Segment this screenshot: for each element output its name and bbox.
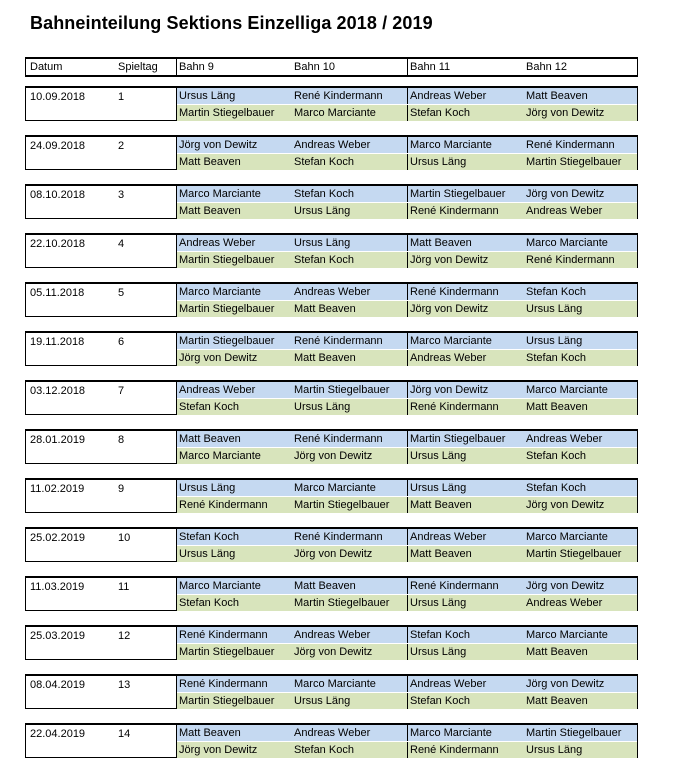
player-name: Jörg von Dewitz — [410, 254, 489, 266]
player-name: René Kindermann — [179, 499, 268, 511]
column-divider — [407, 154, 408, 170]
player-name: Andreas Weber — [526, 597, 603, 609]
player-name: Ursus Läng — [526, 744, 583, 756]
column-divider — [407, 448, 408, 464]
lane-row-bottom — [177, 398, 637, 415]
round-group — [25, 282, 638, 317]
player-name: Jörg von Dewitz — [179, 744, 258, 756]
lane-row-top — [177, 88, 637, 104]
round-info — [26, 186, 176, 218]
player-name: Andreas Weber — [410, 531, 487, 543]
player-name: René Kindermann — [294, 90, 383, 102]
player-name: Matt Beaven — [410, 237, 472, 249]
round-matchday: 12 — [118, 630, 131, 642]
player-name: Martin Stiegelbauer — [294, 499, 390, 511]
lane-row-top — [177, 627, 637, 643]
round-info — [26, 627, 176, 659]
round-matchday: 11 — [118, 581, 130, 593]
round-date: 05.11.2018 — [30, 287, 85, 299]
round-date: 22.04.2019 — [30, 728, 86, 740]
player-name: Jörg von Dewitz — [410, 303, 489, 315]
column-divider — [407, 497, 408, 513]
player-name: Matt Beaven — [526, 90, 588, 102]
player-name: Jörg von Dewitz — [294, 450, 373, 462]
table-header — [25, 57, 638, 77]
column-divider — [407, 644, 408, 660]
player-name: Stefan Koch — [410, 629, 470, 641]
column-divider — [407, 350, 408, 366]
player-name: Ursus Läng — [179, 548, 236, 560]
column-divider — [407, 725, 408, 741]
round-info — [26, 137, 176, 169]
player-name: Ursus Läng — [294, 401, 351, 413]
player-name: Andreas Weber — [294, 139, 371, 151]
player-name: Marco Marciante — [179, 188, 261, 200]
player-name: Matt Beaven — [179, 156, 241, 168]
player-name: Marco Marciante — [179, 286, 261, 298]
round-group — [25, 429, 638, 464]
player-name: Marco Marciante — [294, 482, 376, 494]
lane-row-top — [177, 382, 637, 398]
player-name: Andreas Weber — [410, 90, 487, 102]
player-name: Stefan Koch — [179, 531, 239, 543]
player-name: Stefan Koch — [526, 352, 586, 364]
round-matchday: 7 — [118, 385, 125, 397]
lane-row-bottom — [177, 545, 637, 562]
player-name: Martin Stiegelbauer — [179, 695, 275, 707]
player-name: Ursus Läng — [294, 237, 351, 249]
player-name: Martin Stiegelbauer — [526, 727, 622, 739]
lane-row-bottom — [177, 643, 637, 660]
lane-row-bottom — [177, 202, 637, 219]
lane-row-bottom — [177, 349, 637, 366]
player-name: Andreas Weber — [294, 727, 371, 739]
player-name: René Kindermann — [526, 254, 615, 266]
column-divider — [407, 284, 408, 300]
player-name: Andreas Weber — [294, 286, 371, 298]
round-matchday: 3 — [118, 189, 125, 201]
round-matchday: 10 — [118, 532, 131, 544]
player-name: Stefan Koch — [294, 744, 354, 756]
lane-row-bottom — [177, 741, 637, 758]
lane-row-bottom — [177, 300, 637, 317]
player-name: René Kindermann — [294, 531, 383, 543]
player-name: Matt Beaven — [179, 205, 241, 217]
player-name: Marco Marciante — [410, 335, 492, 347]
column-divider — [407, 399, 408, 415]
round-info — [26, 676, 176, 708]
player-name: René Kindermann — [410, 205, 499, 217]
player-name: Martin Stiegelbauer — [410, 188, 506, 200]
header-lane-11: Bahn 11 — [410, 61, 451, 73]
lane-row-top — [177, 725, 637, 741]
player-name: Andreas Weber — [294, 629, 371, 641]
round-group — [25, 86, 638, 121]
column-divider — [407, 595, 408, 611]
round-matchday: 4 — [118, 238, 125, 250]
round-matchday: 5 — [118, 287, 125, 299]
player-name: Ursus Läng — [410, 450, 467, 462]
column-divider — [407, 59, 408, 75]
player-name: Stefan Koch — [526, 450, 586, 462]
player-name: Marco Marciante — [294, 107, 376, 119]
player-name: Andreas Weber — [410, 352, 487, 364]
round-group — [25, 380, 638, 415]
header-lane-10: Bahn 10 — [294, 61, 335, 73]
lane-row-bottom — [177, 692, 637, 709]
round-date: 10.09.2018 — [30, 91, 86, 103]
column-divider — [407, 301, 408, 317]
lane-row-top — [177, 431, 637, 447]
player-name: Martin Stiegelbauer — [179, 254, 275, 266]
lane-row-top — [177, 578, 637, 594]
column-divider — [407, 693, 408, 709]
lane-row-top — [177, 137, 637, 153]
lane-row-top — [177, 333, 637, 349]
round-date: 11.02.2019 — [30, 483, 85, 495]
player-name: Marco Marciante — [179, 450, 261, 462]
player-name: Ursus Läng — [179, 482, 236, 494]
round-matchday: 1 — [118, 91, 125, 103]
player-name: Martin Stiegelbauer — [526, 548, 622, 560]
round-group — [25, 135, 638, 170]
player-name: Marco Marciante — [526, 237, 608, 249]
lane-row-bottom — [177, 104, 637, 121]
player-name: Marco Marciante — [526, 629, 608, 641]
player-name: Martin Stiegelbauer — [179, 107, 275, 119]
lane-row-bottom — [177, 153, 637, 170]
column-divider — [407, 480, 408, 496]
player-name: Ursus Läng — [526, 303, 583, 315]
page-title: Bahneinteilung Sektions Einzelliga 2018 / 2019 — [30, 13, 433, 33]
player-name: Jörg von Dewitz — [410, 384, 489, 396]
player-name: Ursus Läng — [294, 695, 351, 707]
column-divider — [407, 203, 408, 219]
player-name: Ursus Läng — [410, 482, 467, 494]
round-matchday: 6 — [118, 336, 125, 348]
player-name: Matt Beaven — [179, 727, 241, 739]
player-name: René Kindermann — [294, 335, 383, 347]
player-name: Stefan Koch — [179, 597, 239, 609]
lane-row-bottom — [177, 447, 637, 464]
round-date: 25.02.2019 — [30, 532, 86, 544]
player-name: Marco Marciante — [526, 531, 608, 543]
round-info — [26, 431, 176, 463]
player-name: Marco Marciante — [179, 580, 261, 592]
player-name: Martin Stiegelbauer — [526, 156, 622, 168]
player-name: Matt Beaven — [294, 580, 356, 592]
player-name: Stefan Koch — [526, 286, 586, 298]
round-matchday: 2 — [118, 140, 125, 152]
round-info — [26, 382, 176, 414]
round-group — [25, 576, 638, 611]
column-divider — [407, 137, 408, 153]
player-name: Matt Beaven — [179, 433, 241, 445]
column-divider — [407, 546, 408, 562]
round-date: 19.11.2018 — [30, 336, 85, 348]
round-group — [25, 527, 638, 562]
player-name: Stefan Koch — [179, 401, 239, 413]
column-divider — [407, 627, 408, 643]
player-name: René Kindermann — [179, 678, 268, 690]
player-name: Martin Stiegelbauer — [294, 384, 390, 396]
player-name: Matt Beaven — [526, 695, 588, 707]
player-name: René Kindermann — [410, 580, 499, 592]
player-name: Andreas Weber — [526, 205, 603, 217]
player-name: Ursus Läng — [410, 597, 467, 609]
header-matchday: Spieltag — [118, 61, 158, 73]
column-divider — [407, 333, 408, 349]
player-name: Marco Marciante — [526, 384, 608, 396]
round-info — [26, 529, 176, 561]
player-name: Matt Beaven — [410, 548, 472, 560]
player-name: Stefan Koch — [294, 254, 354, 266]
round-info — [26, 235, 176, 267]
round-date: 11.03.2019 — [30, 581, 85, 593]
lane-row-bottom — [177, 594, 637, 611]
player-name: Jörg von Dewitz — [526, 678, 605, 690]
player-name: Ursus Läng — [410, 646, 467, 658]
round-matchday: 13 — [118, 679, 131, 691]
lane-row-top — [177, 186, 637, 202]
round-matchday: 9 — [118, 483, 125, 495]
player-name: Stefan Koch — [526, 482, 586, 494]
column-divider — [407, 742, 408, 758]
player-name: Andreas Weber — [179, 237, 256, 249]
player-name: Marco Marciante — [410, 727, 492, 739]
round-info — [26, 578, 176, 610]
player-name: René Kindermann — [294, 433, 383, 445]
player-name: Martin Stiegelbauer — [294, 597, 390, 609]
player-name: René Kindermann — [410, 401, 499, 413]
header-lane-12: Bahn 12 — [526, 61, 567, 73]
player-name: Jörg von Dewitz — [526, 107, 605, 119]
player-name: Martin Stiegelbauer — [179, 335, 275, 347]
round-date: 28.01.2019 — [30, 434, 86, 446]
column-divider — [407, 529, 408, 545]
round-group — [25, 233, 638, 268]
header-lane-9: Bahn 9 — [179, 61, 214, 73]
round-info — [26, 333, 176, 365]
column-divider — [407, 431, 408, 447]
column-divider — [407, 252, 408, 268]
lane-row-top — [177, 284, 637, 300]
column-divider — [407, 676, 408, 692]
lane-row-top — [177, 529, 637, 545]
round-group — [25, 478, 638, 513]
round-date: 25.03.2019 — [30, 630, 86, 642]
round-group — [25, 723, 638, 758]
player-name: Matt Beaven — [526, 401, 588, 413]
player-name: Ursus Läng — [179, 90, 236, 102]
column-divider — [407, 186, 408, 202]
player-name: Jörg von Dewitz — [526, 188, 605, 200]
player-name: Marco Marciante — [410, 139, 492, 151]
player-name: René Kindermann — [526, 139, 615, 151]
lane-row-top — [177, 676, 637, 692]
lane-schedule-table — [25, 57, 638, 758]
round-group — [25, 184, 638, 219]
player-name: Marco Marciante — [294, 678, 376, 690]
column-divider — [407, 382, 408, 398]
header-date: Datum — [30, 61, 63, 73]
round-date: 24.09.2018 — [30, 140, 86, 152]
player-name: Martin Stiegelbauer — [410, 433, 506, 445]
player-name: Stefan Koch — [294, 188, 354, 200]
round-group — [25, 674, 638, 709]
round-info — [26, 725, 176, 757]
round-info — [26, 88, 176, 120]
column-divider — [407, 88, 408, 104]
column-divider — [407, 578, 408, 594]
player-name: Matt Beaven — [526, 646, 588, 658]
round-info — [26, 480, 176, 512]
lane-row-top — [177, 480, 637, 496]
player-name: René Kindermann — [410, 744, 499, 756]
round-date: 03.12.2018 — [30, 385, 86, 397]
player-name: Jörg von Dewitz — [179, 139, 258, 151]
player-name: Ursus Läng — [410, 156, 467, 168]
lane-row-top — [177, 235, 637, 251]
player-name: Matt Beaven — [410, 499, 472, 511]
player-name: Jörg von Dewitz — [526, 499, 605, 511]
round-date: 08.10.2018 — [30, 189, 86, 201]
round-matchday: 14 — [118, 728, 131, 740]
round-date: 22.10.2018 — [30, 238, 86, 250]
player-name: Stefan Koch — [410, 695, 470, 707]
rounds-list — [25, 86, 638, 758]
player-name: Ursus Läng — [294, 205, 351, 217]
player-name: Jörg von Dewitz — [294, 548, 373, 560]
player-name: Stefan Koch — [410, 107, 470, 119]
player-name: Martin Stiegelbauer — [179, 646, 275, 658]
player-name: Jörg von Dewitz — [526, 580, 605, 592]
column-divider — [407, 105, 408, 121]
round-info — [26, 284, 176, 316]
player-name: Matt Beaven — [294, 352, 356, 364]
player-name: Andreas Weber — [410, 678, 487, 690]
player-name: Stefan Koch — [294, 156, 354, 168]
player-name: René Kindermann — [179, 629, 268, 641]
player-name: Jörg von Dewitz — [294, 646, 373, 658]
column-divider — [176, 59, 177, 75]
player-name: Matt Beaven — [294, 303, 356, 315]
lane-row-bottom — [177, 251, 637, 268]
player-name: Ursus Läng — [526, 335, 583, 347]
column-divider — [407, 235, 408, 251]
round-matchday: 8 — [118, 434, 125, 446]
player-name: Jörg von Dewitz — [179, 352, 258, 364]
player-name: Andreas Weber — [526, 433, 603, 445]
round-group — [25, 331, 638, 366]
player-name: René Kindermann — [410, 286, 499, 298]
player-name: Andreas Weber — [179, 384, 256, 396]
lane-row-bottom — [177, 496, 637, 513]
round-date: 08.04.2019 — [30, 679, 86, 691]
round-group — [25, 625, 638, 660]
player-name: Martin Stiegelbauer — [179, 303, 275, 315]
